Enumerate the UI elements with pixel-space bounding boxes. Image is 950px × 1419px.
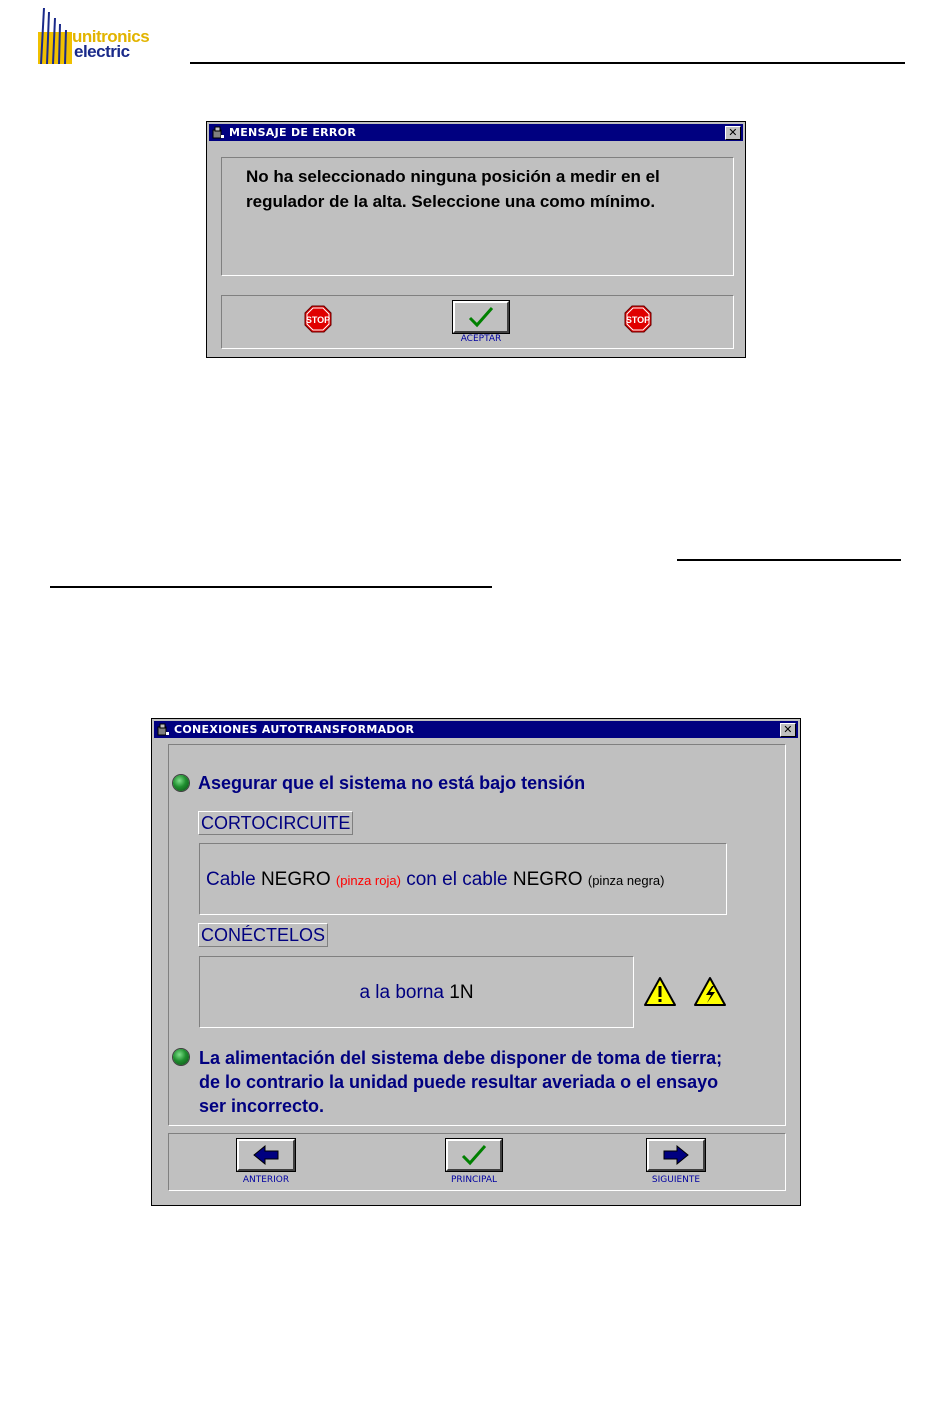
navigation-panel xyxy=(168,1133,786,1191)
short-circuit-label: CORTOCIRCUITE xyxy=(198,811,353,835)
logo-mark-icon xyxy=(36,8,76,66)
status-led-icon xyxy=(173,1049,189,1065)
arrow-right-icon xyxy=(662,1144,690,1166)
connect-label: CONÉCTELOS xyxy=(198,923,328,947)
clamp-black-text: (pinza negra) xyxy=(587,873,665,888)
error-dialog-titlebar[interactable] xyxy=(209,124,743,141)
next-caption[interactable]: SIGUIENTE xyxy=(651,1175,701,1185)
stop-right-text: STOP xyxy=(625,315,651,325)
warning-line2: de lo contrario la unidad puede resultar averiada o el ensayo xyxy=(199,1072,719,1092)
cable-text: Cable xyxy=(206,869,256,890)
warning-line3: ser incorrecto. xyxy=(199,1096,325,1116)
checkmark-icon xyxy=(468,306,494,328)
cable-text: con el cable xyxy=(406,869,508,890)
message-panel xyxy=(221,157,734,276)
logo-text-electric: electric xyxy=(74,42,130,61)
arrow-left-icon xyxy=(252,1144,280,1166)
main-caption[interactable]: PRINCIPAL xyxy=(450,1175,498,1185)
error-dialog-title: MENSAJE DE ERROR xyxy=(229,126,357,139)
previous-button[interactable] xyxy=(237,1139,295,1171)
underline-segment xyxy=(677,559,901,561)
error-dialog xyxy=(206,121,746,358)
instructions-panel xyxy=(168,744,786,1126)
logo-text-unitronics: unitronics xyxy=(72,27,150,46)
accept-caption[interactable]: ACEPTAR xyxy=(460,334,502,344)
terminal-value: 1N xyxy=(449,982,474,1003)
terminal-text: a la borna xyxy=(359,982,444,1003)
warning-line1: La alimentación del sistema debe disponer de toma de tierra; xyxy=(199,1048,723,1068)
terminal-instruction-box xyxy=(199,956,634,1028)
app-icon[interactable] xyxy=(157,723,170,736)
connections-dialog-title: CONEXIONES AUTOTRANSFORMADOR xyxy=(174,723,415,736)
clamp-red-text: (pinza roja) xyxy=(335,873,401,888)
stop-icon xyxy=(624,305,652,333)
error-message-line1: No ha seleccionado ninguna posición a medir en el xyxy=(246,167,660,186)
error-message-line2: regulador de la alta. Seleccione una como mínimo. xyxy=(246,192,656,211)
header-rule xyxy=(190,62,905,64)
next-button[interactable] xyxy=(647,1139,705,1171)
connections-dialog-titlebar[interactable] xyxy=(154,721,798,738)
main-button[interactable] xyxy=(446,1139,502,1171)
cable-color: NEGRO xyxy=(512,869,583,890)
cable-color: NEGRO xyxy=(260,869,331,890)
button-panel xyxy=(221,295,734,349)
close-button[interactable]: ✕ xyxy=(780,723,796,737)
stop-icon xyxy=(304,305,332,333)
status-led-icon xyxy=(173,775,189,791)
stop-left-text: STOP xyxy=(305,315,331,325)
checkmark-icon xyxy=(461,1144,487,1166)
previous-caption[interactable]: ANTERIOR xyxy=(242,1175,290,1185)
app-icon[interactable] xyxy=(212,126,225,139)
underline-segment xyxy=(50,586,492,588)
connections-dialog xyxy=(151,718,801,1206)
cable-instruction-box xyxy=(199,843,727,915)
close-button[interactable]: ✕ xyxy=(725,126,741,140)
accept-button[interactable] xyxy=(453,301,509,333)
instruction-line: Asegurar que el sistema no está bajo tensión xyxy=(198,773,586,793)
electric-hazard-icon xyxy=(693,976,727,1008)
warning-icon xyxy=(643,976,677,1008)
